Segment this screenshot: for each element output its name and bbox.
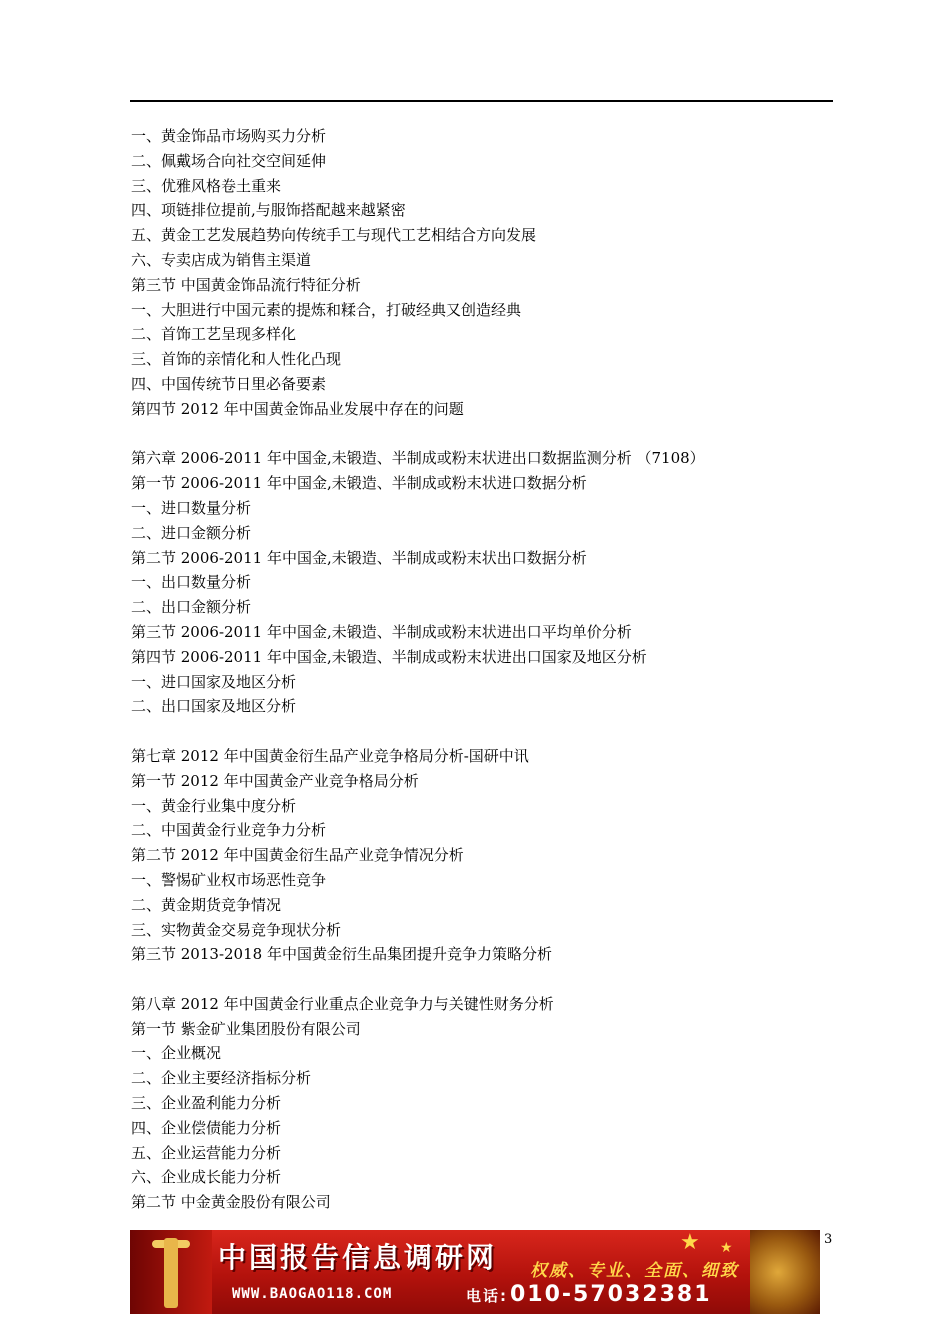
banner-phone <box>466 1282 712 1307</box>
toc-entry: 二、黄金期货竞争情况 <box>131 895 282 914</box>
phone-number: 010-57032381 <box>510 1282 712 1307</box>
banner-slogan: 权威、专业、全面、细致 <box>530 1261 739 1281</box>
toc-entry: 第三节 中国黄金饰品流行特征分析 <box>131 275 361 294</box>
toc-entry: 一、警惕矿业权市场恶性竞争 <box>131 870 327 889</box>
toc-entry: 四、企业偿债能力分析 <box>131 1118 282 1137</box>
toc-entry: 第七章 2012 年中国黄金衍生品产业竞争格局分析-国研中讯 <box>131 746 529 765</box>
toc-entry: 二、出口金额分析 <box>131 598 252 617</box>
toc-entry: 二、首饰工艺呈现多样化 <box>131 325 297 344</box>
phone-label: 电话: <box>466 1287 508 1305</box>
toc-entry: 一、进口国家及地区分析 <box>131 672 297 691</box>
toc-entry: 第一节 2012 年中国黄金产业竞争格局分析 <box>131 771 419 790</box>
toc-entry: 二、企业主要经济指标分析 <box>131 1069 312 1088</box>
footer-banner[interactable] <box>130 1230 820 1314</box>
toc-entry: 六、企业成长能力分析 <box>131 1168 282 1187</box>
toc-spacer <box>131 967 831 992</box>
table-of-contents <box>131 124 831 1215</box>
toc-entry: 一、黄金行业集中度分析 <box>131 796 297 815</box>
toc-entry: 三、实物黄金交易竞争现状分析 <box>131 920 342 939</box>
page-number: 3 <box>824 1232 833 1247</box>
banner-title: 中国报告信息调研网 <box>218 1241 498 1274</box>
toc-entry: 第一节 紫金矿业集团股份有限公司 <box>131 1019 361 1038</box>
star-icon: ★ <box>680 1230 700 1255</box>
header-rule <box>130 100 833 102</box>
toc-entry: 五、企业运营能力分析 <box>131 1143 282 1162</box>
toc-entry: 三、首饰的亲情化和人性化凸现 <box>131 350 342 369</box>
toc-entry: 二、出口国家及地区分析 <box>131 697 297 716</box>
toc-spacer <box>131 422 831 447</box>
toc-entry: 第三节 2013-2018 年中国黄金衍生品集团提升竞争力策略分析 <box>131 945 552 964</box>
toc-entry: 第四节 2006-2011 年中国金,未锻造、半制成或粉末状进出口国家及地区分析 <box>131 647 647 666</box>
toc-entry: 六、专卖店成为销售主渠道 <box>131 250 312 269</box>
toc-entry: 第二节 2012 年中国黄金衍生品产业竞争情况分析 <box>131 846 464 865</box>
toc-entry: 二、佩戴场合向社交空间延伸 <box>131 151 327 170</box>
toc-entry: 三、企业盈利能力分析 <box>131 1094 282 1113</box>
toc-entry: 一、出口数量分析 <box>131 573 252 592</box>
toc-entry: 第四节 2012 年中国黄金饰品业发展中存在的问题 <box>131 399 464 418</box>
toc-entry: 一、黄金饰品市场购买力分析 <box>131 127 327 145</box>
toc-entry: 四、项链排位提前,与服饰搭配越来越紧密 <box>131 201 406 220</box>
toc-entry: 第六章 2006-2011 年中国金,未锻造、半制成或粉末状进出口数据监测分析 （7108） <box>131 449 705 468</box>
toc-entry: 一、进口数量分析 <box>131 498 252 517</box>
toc-entry: 第八章 2012 年中国黄金行业重点企业竞争力与关键性财务分析 <box>131 994 554 1013</box>
toc-entry: 第二节 2006-2011 年中国金,未锻造、半制成或粉末状出口数据分析 <box>131 548 587 567</box>
toc-entry: 一、大胆进行中国元素的提炼和糅合，打破经典又创造经典 <box>131 300 522 319</box>
toc-entry: 四、中国传统节日里必备要素 <box>131 374 327 393</box>
toc-entry: 一、企业概况 <box>131 1044 222 1063</box>
banner-url[interactable]: WWW.BAOGAO118.COM <box>232 1286 393 1302</box>
toc-entry: 三、优雅风格卷土重来 <box>131 176 282 195</box>
toc-entry: 第三节 2006-2011 年中国金,未锻造、半制成或粉末状进出口平均单价分析 <box>131 622 632 641</box>
stone-lion-icon <box>750 1230 820 1314</box>
star-icon: ★ <box>720 1240 733 1256</box>
toc-entry: 五、黄金工艺发展趋势向传统手工与现代工艺相结合方向发展 <box>131 226 537 245</box>
toc-entry: 二、中国黄金行业竞争力分析 <box>131 821 327 840</box>
toc-entry: 二、进口金额分析 <box>131 523 252 542</box>
toc-entry: 第一节 2006-2011 年中国金,未锻造、半制成或粉末状进口数据分析 <box>131 474 587 493</box>
huabiao-pillar-icon <box>164 1238 178 1308</box>
toc-entry: 第二节 中金黄金股份有限公司 <box>131 1193 331 1212</box>
toc-spacer <box>131 719 831 744</box>
